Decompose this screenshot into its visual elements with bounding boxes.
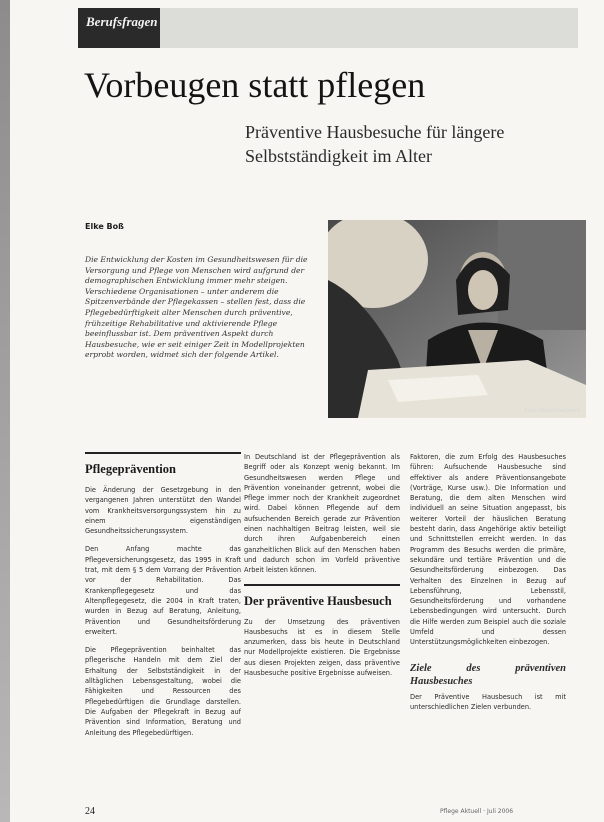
section-heading-hausbesuch: Der präventive Hausbesuch (244, 584, 400, 609)
body-column-2 (244, 452, 400, 686)
body-paragraph: Den Anfang machte das Pflegeversicherungsgesetz, das 1995 in Kraft trat, mit dem § 5 dem Vorrang der Prävention vor der Rehabilitation. Das Krankenpflegegesetz und das Altenpflegegesetz, die 2004 in Kraft traten, wurden in Bezug auf Beratung, Anleitung, Prävention und Gesundheitsförderung erweitert. (85, 545, 241, 636)
photo-illustration (328, 220, 586, 418)
body-paragraph: In Deutschland ist der Pflegeprävention als Begriff oder als Konzept wenig bekannt. Im Gesundheitswesen werden Pflege und Prävention voneinander getrennt, wobei die Pflege immer noch der Krankheit zugeordnet wird. Dabei können Pflegende auf dem aufsuchenden Bereich gerade zur Prävention einen nachhaltigen Beitrag leisten, weil sie durch ihren Aufgabenbereich einen ganzheitlichen Blick auf den Menschen haben und dadurch schon im Vorfeld präventive Arbeit leisten können. (244, 453, 400, 575)
body-paragraph: Die Änderung der Gesetzgebung in den vergangenen Jahren unterstützt den Wandel vom Krankheitsversorgungssystem hin zu einem eigenständigen Gesundheitssicherungssystem. (85, 486, 241, 536)
section-label: Berufsfragen (86, 14, 158, 29)
body-paragraph: Faktoren, die zum Erfolg des Hausbesuches führen: Aufsuchende Hausbesuche sind effektiver als andere Präventionsangebote (Vorträge, Kurse usw.). Die Information und Beratung, die dem alten Menschen wird individuell an seine Situation angepasst, bis weiterer Vorteil der häuslichen Beratung besteht darin, dass Angehörige aktiv beteiligt und Schnittstellen erreicht werden. In das Programm des Besuchs werden die primäre, sekundäre und tertiäre Prävention und die Gesundheitsförderung einbezogen. Das Verhalten des Einzelnen in Bezug auf Lebensführung, Lebensstil, Gesundheitsförderung und vorhandene Lebensbedingungen wird untersucht. Durch die Hilfe werden zum Beispiel auch die soziale Umfeld und dessen Unterstützungsmöglichkeiten einbezogen. (410, 453, 566, 647)
article-photo (328, 220, 586, 418)
article-author: Elke Boß (85, 222, 124, 231)
page-number: 24 (85, 806, 95, 817)
article-title: Vorbeugen statt pflegen (84, 65, 426, 105)
body-column-1 (85, 452, 241, 746)
journal-reference: Pflege Aktuell · Juli 2006 (440, 808, 514, 815)
photo-caption: Foto: Gesundheitsamt (524, 408, 580, 414)
article-subtitle: Präventive Hausbesuche für längere Selbstständigkeit im Alter (245, 122, 505, 166)
section-heading-pflegepraevention: Pflegeprävention (85, 452, 241, 477)
subheading-ziele: Ziele des präventiven Hausbesuches (410, 662, 566, 687)
body-column-3 (410, 452, 566, 720)
body-paragraph: Der Präventive Hausbesuch ist mit unterschiedlichen Zielen verbunden. (410, 692, 566, 711)
body-paragraph: Die Pflegeprävention beinhaltet das pflegerische Handeln mit dem Ziel der Erhaltung der Selbstständigkeit in der alltäglichen Lebensgestaltung, wobei die Fähigkeiten und Ressourcen des Pflegebedürftigen die Grundlage darstellen. Die Aufgaben der Pflegekraft in Bezug auf Prävention sind Information, Beratung und Anleitung des Pflegebedürftigen. (85, 646, 241, 737)
page-edge-bar (0, 0, 10, 822)
article-intro: Die Entwicklung der Kosten im Gesundheitswesen für die Versorgung und Pflege von Menschen wird aufgrund der demographischen Entwicklung immer mehr steigen. Verschiedene Organisationen – unter anderem die Spitzenverbände der Pflegekassen – stellen fest, dass die Pflegebedürftigkeit alter Menschen durch präventive, frühzeitige Rehabilitative und aktivierende Pflege beeinflussbar ist. Dem präventiven Aspekt durch Hausbesuche, wie er seit einiger Zeit in Modellprojekten erprobt worden, widmet sich der folgende Artikel. (85, 255, 308, 360)
body-paragraph: Zu der Umsetzung des präventiven Hausbesuchs ist es in diesem Stelle anzumerken, dass bis heute in Deutschland nur Modellprojekte existieren. Die Ergebnisse aus diesen Projekten zeigen, dass präventive Hausbesuche positive Ergebnisse aufweisen. (244, 617, 400, 678)
